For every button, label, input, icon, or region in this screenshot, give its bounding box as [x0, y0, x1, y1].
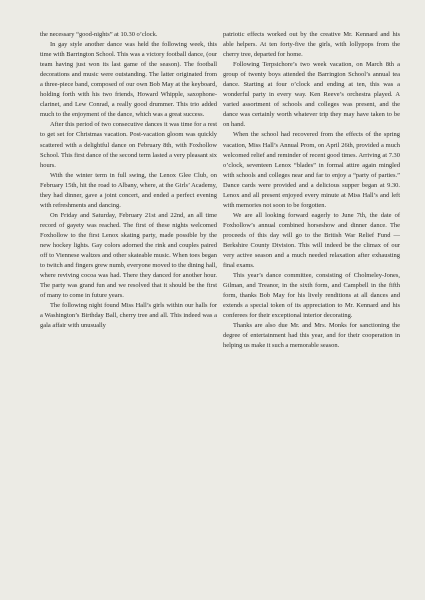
paragraph: With the winter term in full swing, the Lenox Glee Club, on February 15th, hit the road to Albany, where, at the Girls’ Academy, they had dinner, gave a joint concert, and ended a perfect evening with refreshments and dancing.: [40, 171, 217, 209]
paragraph: After this period of two consecutive dances it was time for a rest to get set for Christmas vacation. Post-vacation gloom was quickly scattered with a delightful dance on February 8th, with Foxhollow School. This first dance of the second term lasted a very pleasant six hours.: [40, 121, 217, 169]
paragraph: This year’s dance committee, consisting of Cholmeley-Jones, Gilman, and Treanor, in the sixth form, and Campbell in the fifth form, thanks Bob May for his lively renditions at all dances and extends a special token of its appreciation to Mr. Kennard and his conferees for their exceptional interior decorating.: [223, 272, 400, 320]
paragraph: The following night found Miss Hall’s girls within our halls for a Washington’s Birthday Ball, cherry tree and all. This indeed was a gala affair with unusually: [40, 302, 217, 330]
right-column: [223, 30, 400, 352]
left-column: [40, 30, 217, 331]
paragraph: Following Terpsichore’s two week vacation, on March 8th a group of twenty boys attended the Barrington School’s annual tea dance. Starting at four o’clock and ending at ten, this was a wonderful party in every way. Ken Reeve’s orchestra played. A varied assortment of schools and colleges was present, and the dance was certainly worth whatever trip they may have taken to be on hand.: [223, 61, 400, 129]
paragraph: In gay style another dance was held the following week, this time with Barrington School. This was a victory football dance, (our team having just won its last game of the season). The football decorations and music were outstanding. The latter originated from a three-piece band, composed of our own Bob May at the keyboard, holding forth with his two friends, Howard Whipple, saxophone-clarinet, and Lew Conrad, a really good drummer. This trio added much to the enjoyment of the dance, which was a great success.: [40, 41, 217, 119]
paragraph: On Friday and Saturday, February 21st and 22nd, an all time record of gayety was reached. The first of these nights welcomed Foxhollow to the first Lenox skating party, made possible by the new hockey lights. Gay colors adorned the rink and couples paired off to Viennese waltzes and other skateable music. When toes began to twitch and fingers grew numb, everyone moved to the dining hall, where reviving cocoa was had. There they danced for another hour. The party was grand fun and we resolved that it should be the first of many to come in future years.: [40, 211, 217, 300]
paragraph: the necessary “good-nights” at 10.30 o’clock.: [40, 31, 158, 38]
paragraph: We are all looking forward eagerly to June 7th, the date of Foxhollow’s annual combined horseshow and dinner dance. The proceeds of this day will go to the British War Relief Fund — Berkshire County Division. This will indeed be the climax of our very active season and a much needed relaxation after exhausting final exams.: [223, 211, 400, 270]
paragraph: When the school had recovered from the effects of the spring vacation, Miss Hall’s Annual Prom, on April 26th, provided a much welcomed relief and reminder of recent good times. Arriving at 7.30 o’clock, seventeen Lenox “blades” in formal attire again mingled with schools and colleges near and far to enjoy a “party of parties.” Dance cards were provided and a delicious supper began at 9.30. Lenox and all present enjoyed every minute at Miss Hall’s and left with memories not soon to be forgotten.: [223, 131, 400, 209]
paragraph: Thanks are also due Mr. and Mrs. Monks for sanctioning the degree of entertainment had this year, and for their cooperation in helping us make it such a memorable season.: [223, 322, 400, 350]
paragraph: patriotic effects worked out by the creative Mr. Kennard and his able helpers. At ten forty-five the girls, with lollypops from the cherry tree, departed for home.: [223, 31, 400, 59]
